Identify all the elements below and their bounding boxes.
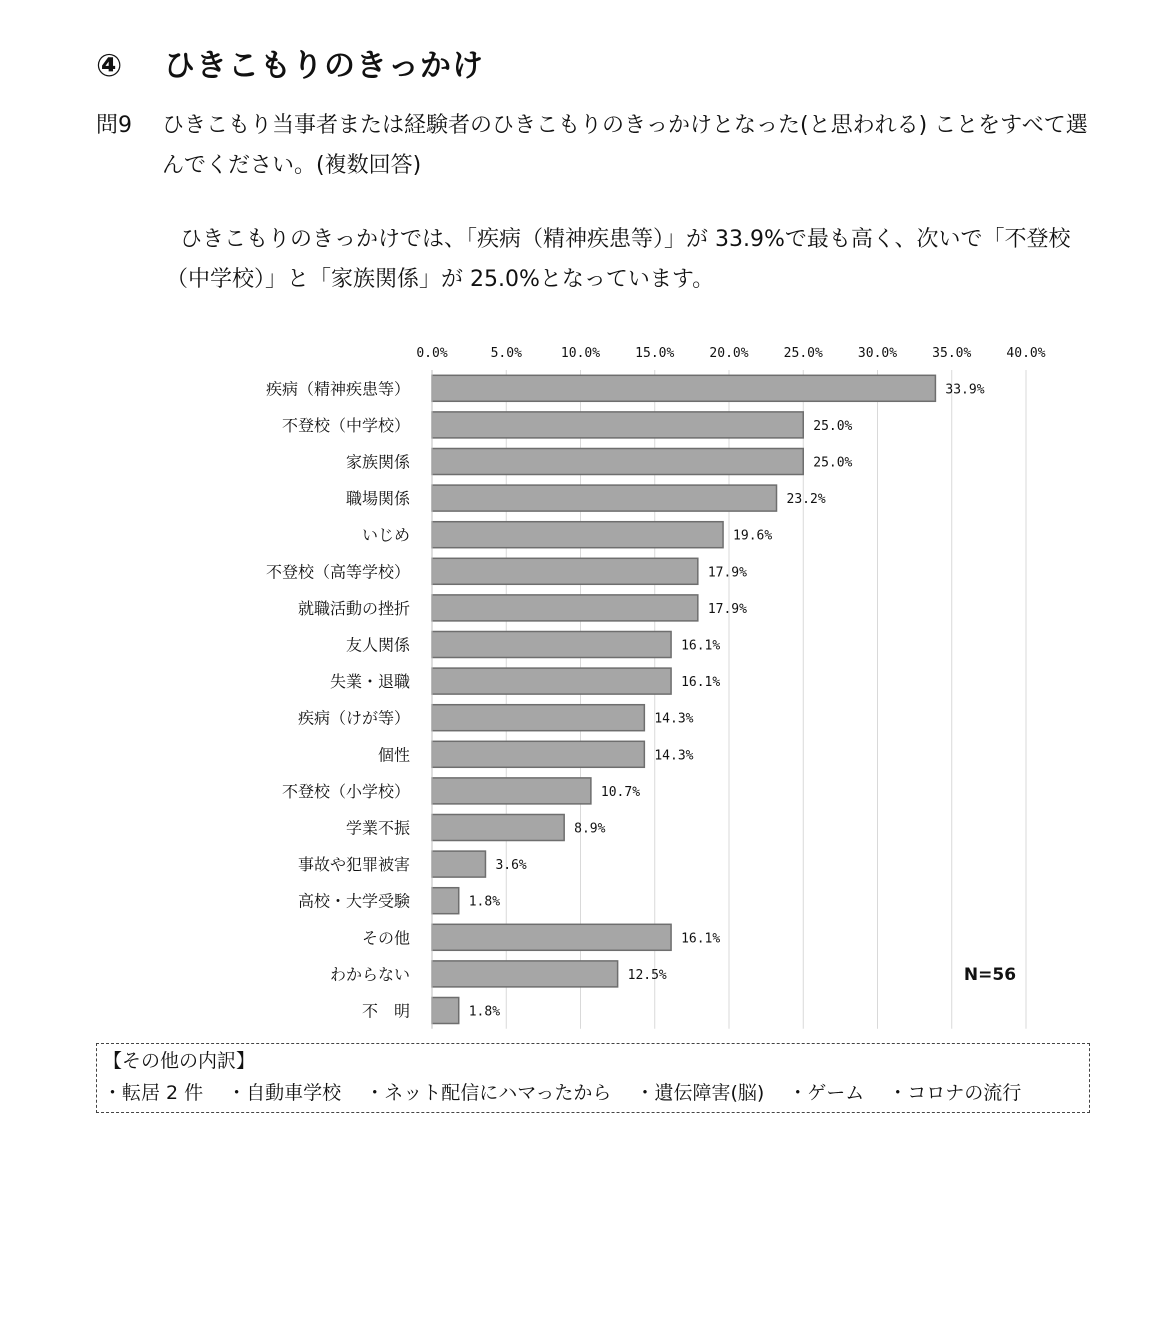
section-title-text: ひきこもりのきっかけ bbox=[164, 48, 484, 84]
bar-chart bbox=[0, 330, 1174, 1030]
value-label: 12.5% bbox=[627, 967, 667, 983]
category-label: 不 明 bbox=[361, 1001, 410, 1021]
category-label: わからない bbox=[329, 964, 410, 984]
bar bbox=[432, 924, 671, 950]
section-title bbox=[96, 40, 484, 85]
bar bbox=[432, 705, 644, 731]
value-label: 17.9% bbox=[707, 565, 747, 581]
other-breakdown-item: ・コロナの流行 bbox=[888, 1082, 1022, 1104]
value-label: 23.2% bbox=[786, 492, 826, 508]
other-breakdown-item: ・ゲーム bbox=[788, 1082, 865, 1104]
bar bbox=[432, 888, 459, 914]
category-label: 個性 bbox=[377, 745, 410, 765]
category-label: 不登校（小学校） bbox=[281, 781, 410, 801]
bar bbox=[432, 961, 618, 987]
category-label: 疾病（精神疾患等） bbox=[265, 379, 410, 399]
question-text: ひきこもり当事者または経験者のひきこもりのきっかけとなった(と思われる) ことをすべて選んでください。(複数回答) bbox=[162, 113, 1088, 178]
value-label: 25.0% bbox=[813, 418, 853, 434]
category-label: 就職活動の挫折 bbox=[297, 598, 410, 618]
question-number: 問9 bbox=[96, 113, 132, 138]
category-label: 不登校（高等学校） bbox=[265, 562, 410, 582]
category-label: 高校・大学受験 bbox=[297, 891, 410, 911]
x-tick-label: 30.0% bbox=[857, 346, 898, 361]
x-tick-label: 15.0% bbox=[635, 346, 675, 361]
bar bbox=[432, 815, 564, 841]
other-breakdown-title: 【その他の内訳】 bbox=[103, 1050, 256, 1072]
question bbox=[96, 106, 1106, 186]
category-label: 友人関係 bbox=[345, 635, 410, 655]
category-label: その他 bbox=[361, 928, 410, 948]
bar bbox=[432, 778, 591, 804]
bar bbox=[432, 558, 698, 584]
category-label: 職場関係 bbox=[345, 489, 410, 509]
x-tick-label: 35.0% bbox=[932, 346, 972, 361]
bar bbox=[432, 595, 698, 621]
value-label: 19.6% bbox=[733, 528, 773, 544]
category-label: 疾病（けが等） bbox=[297, 708, 410, 728]
category-label: 失業・退職 bbox=[329, 672, 410, 692]
x-tick-label: 40.0% bbox=[1006, 346, 1046, 361]
value-label: 16.1% bbox=[681, 675, 721, 691]
other-breakdown-item: ・転居 2 件 bbox=[103, 1082, 204, 1104]
value-label: 16.1% bbox=[681, 638, 721, 654]
value-label: 14.3% bbox=[654, 711, 694, 727]
bar bbox=[432, 998, 459, 1024]
summary-text: ひきこもりのきっかけでは、「疾病（精神疾患等）」が 33.9%で最も高く、次いで「不登校（中学校）」と「家族関係」が 25.0%となっています。 bbox=[166, 227, 1071, 292]
value-label: 16.1% bbox=[681, 931, 721, 947]
bar bbox=[432, 632, 671, 658]
bar bbox=[432, 851, 485, 877]
x-tick-label: 25.0% bbox=[783, 346, 823, 361]
category-label: 学業不振 bbox=[345, 818, 410, 838]
other-breakdown-box bbox=[96, 1043, 1090, 1113]
value-label: 17.9% bbox=[707, 601, 747, 617]
x-tick-label: 0.0% bbox=[416, 346, 448, 361]
section-number: ④ bbox=[96, 48, 124, 84]
bar bbox=[432, 485, 777, 511]
bar bbox=[432, 522, 723, 548]
bar bbox=[432, 668, 671, 694]
category-label: いじめ bbox=[361, 525, 410, 545]
other-breakdown-item: ・ネット配信にハマったから bbox=[365, 1082, 612, 1104]
value-label: 14.3% bbox=[654, 748, 694, 764]
value-label: 1.8% bbox=[468, 894, 501, 910]
value-label: 3.6% bbox=[495, 858, 527, 874]
value-label: 8.9% bbox=[574, 821, 606, 837]
category-label: 家族関係 bbox=[345, 452, 410, 472]
category-label: 不登校（中学校） bbox=[281, 415, 410, 435]
bar bbox=[432, 449, 803, 475]
x-tick-label: 20.0% bbox=[709, 346, 749, 361]
other-breakdown-item: ・遺伝障害(脳) bbox=[635, 1082, 765, 1104]
other-breakdown-items bbox=[103, 1076, 1083, 1110]
value-label: 33.9% bbox=[945, 382, 985, 398]
bar bbox=[432, 412, 803, 438]
category-label: 事故や犯罪被害 bbox=[297, 855, 410, 875]
x-tick-label: 5.0% bbox=[490, 346, 522, 361]
value-label: 1.8% bbox=[468, 1004, 501, 1020]
value-label: 25.0% bbox=[813, 455, 853, 471]
x-tick-label: 10.0% bbox=[560, 346, 601, 361]
sample-size-label: N=56 bbox=[963, 965, 1017, 986]
bar bbox=[432, 375, 935, 401]
value-label: 10.7% bbox=[600, 784, 641, 800]
other-breakdown-item: ・自動車学校 bbox=[227, 1082, 342, 1104]
bar bbox=[432, 741, 644, 767]
